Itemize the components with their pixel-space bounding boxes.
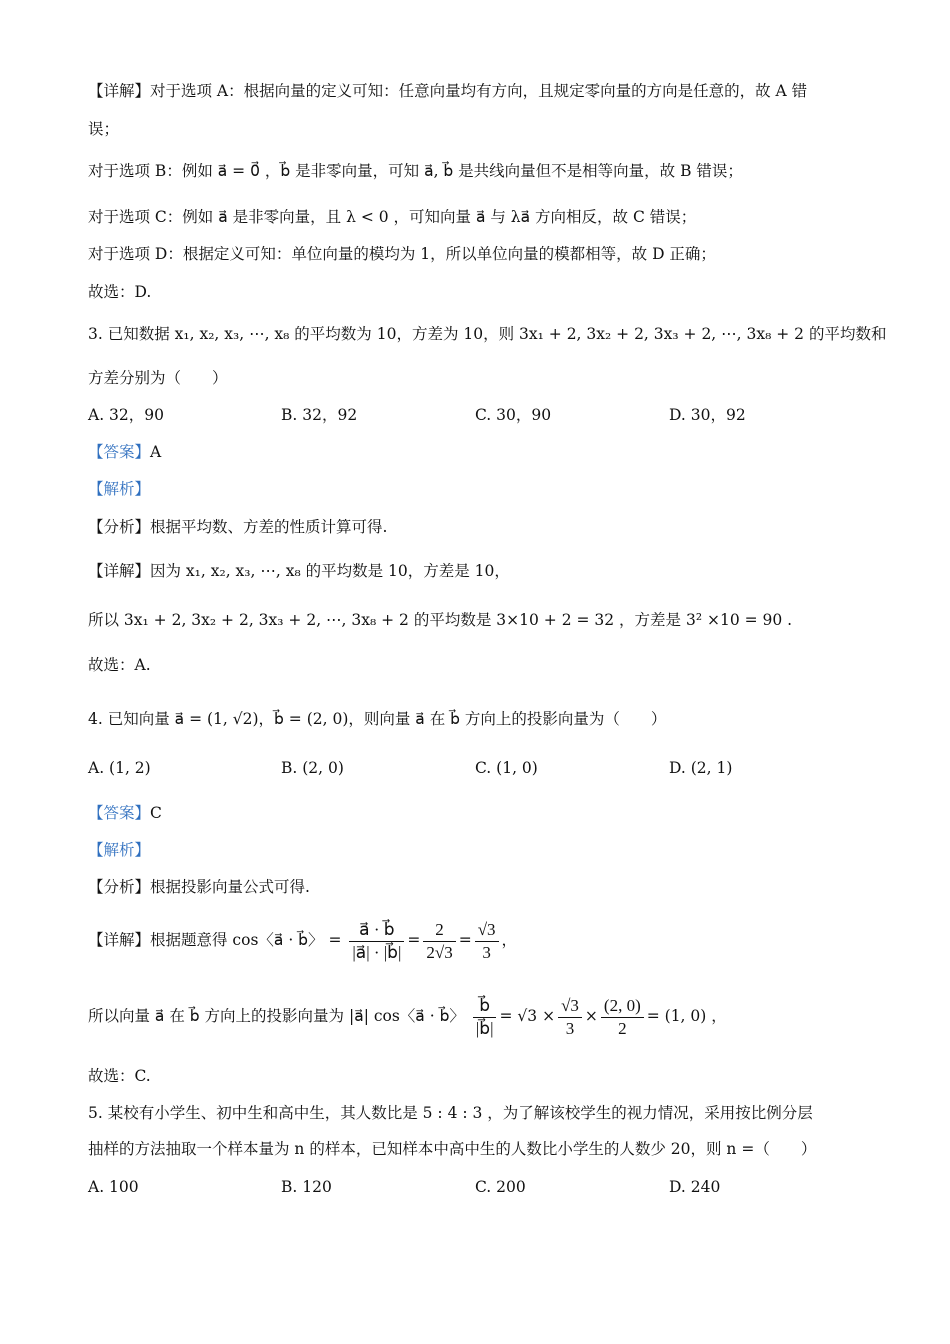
fraction-denominator: |b⃗| xyxy=(475,1018,494,1038)
fraction-denominator: 2√3 xyxy=(426,942,453,962)
q3-analysis: 【分析】根据平均数、方差的性质计算可得. xyxy=(88,518,388,536)
q3-detail-line-2: 所以 3x₁ + 2, 3x₂ + 2, 3x₃ + 2, ⋯, 3x₈ + 2 的平均数是 3×10 + 2 = 32 ，方差是 3² ×10 = 90 . xyxy=(88,611,793,629)
q5-option-b: B. 120 xyxy=(281,1178,332,1196)
q5-stem-line-1: 5. 某校有小学生、初中生和高中生，其人数比是 5 : 4 : 3 ，为了解该校学生的视力情况，采用按比例分层 xyxy=(88,1104,813,1122)
q4-conclusion: 故选：C. xyxy=(88,1067,151,1085)
q4-options xyxy=(88,755,888,781)
q3-option-d: D. 30，92 xyxy=(669,406,746,424)
q4-option-d: D. (2, 1) xyxy=(669,759,733,777)
fraction-root3-over-3 xyxy=(558,995,582,1040)
q2-detail-line-c: 对于选项 C：例如 a⃗ 是非零向量，且 λ < 0 ，可知向量 a⃗ 与 λa⃗ 方向相反，故 C 错误； xyxy=(88,208,697,226)
q2-detail-line-d: 对于选项 D：根据定义可知：单位向量的模均为 1，所以单位向量的模都相等，故 D 正确； xyxy=(88,245,716,263)
q5-option-d: D. 240 xyxy=(669,1178,721,1196)
q3-answer-line xyxy=(88,441,890,463)
q4-answer: C xyxy=(150,804,162,822)
q4-detail-2-prefix: 所以向量 a⃗ 在 b⃗ 方向上的投影向量为 |a⃗| cos〈a⃗ · b⃗〉 xyxy=(88,1007,465,1025)
q5-option-c: C. 200 xyxy=(475,1178,526,1196)
q4-detail-line-1: 【详解】根据题意得 cos〈a⃗ · b⃗〉 = $\frac{a⃗ \cdot b⃗}{|a⃗| \cdot |b⃗|}$ = $\frac{2}{2√3}$ = $\frac{√3}{3}$ ， xyxy=(88,919,518,962)
fraction-b-over-norm-b xyxy=(473,995,497,1040)
q3-detail-line-1: 【详解】因为 x₁, x₂, x₃, ⋯, x₈ 的平均数是 10，方差是 10， xyxy=(88,562,510,580)
q4-stem: 4. 已知向量 a⃗ = (1, √2)，b⃗ = (2, 0)，则向量 a⃗ 在 b⃗ 方向上的投影向量为（ ） xyxy=(88,710,667,728)
q2-detail-line-a1: 【详解】对于选项 A：根据向量的定义可知：任意向量均有方向，且规定零向量的方向是任意的，故 A 错 xyxy=(88,82,808,100)
fraction-vector-over-2 xyxy=(601,995,644,1040)
q4-detail-1-prefix: 【详解】根据题意得 cos〈a⃗ · b⃗〉 = xyxy=(88,931,342,949)
q4-detail-line-2 xyxy=(88,988,890,1044)
fraction-numerator: √3 xyxy=(558,995,582,1018)
q5-stem-line-2: 抽样的方法抽取一个样本量为 n 的样本，已知样本中高中生的人数比小学生的人数少 20，则 n =（ ） xyxy=(88,1140,817,1158)
q5-options xyxy=(88,1174,888,1200)
q4-analysis-tag: 【解析】 xyxy=(88,841,151,859)
fraction-denominator: 2 xyxy=(618,1018,627,1038)
q4-option-c: C. (1, 0) xyxy=(475,759,538,777)
q3-stem-line-1: 3. 已知数据 x₁, x₂, x₃, ⋯, x₈ 的平均数为 10，方差为 10，则 3x₁ + 2, 3x₂ + 2, 3x₃ + 2, ⋯, 3x₈ + 2 的平均数和 xyxy=(88,325,887,343)
q4-option-a: A. (1, 2) xyxy=(88,759,151,777)
q3-option-a: A. 32，90 xyxy=(88,406,164,424)
fraction-numerator: 2 xyxy=(423,919,455,942)
fraction-denominator: |a⃗| · |b⃗| xyxy=(352,942,402,962)
fraction-numerator: (2, 0) xyxy=(601,995,644,1018)
answer-tag: 【答案】 xyxy=(88,804,151,822)
q3-answer: A xyxy=(150,443,162,461)
q2-detail-line-b: 对于选项 B：例如 a⃗ = 0⃗ ，b⃗ 是非零向量，可知 a⃗, b⃗ 是共线向量但不是相等向量，故 B 错误； xyxy=(88,162,743,180)
q4-answer-line xyxy=(88,802,890,824)
q2-conclusion: 故选：D. xyxy=(88,283,152,301)
fraction-dot-over-norms xyxy=(349,919,404,964)
q4-detail-1-end: ， xyxy=(501,931,518,949)
fraction-numerator: a⃗ · b⃗ xyxy=(349,919,404,942)
q4-option-b: B. (2, 0) xyxy=(281,759,344,777)
q3-conclusion: 故选：A. xyxy=(88,656,151,674)
q3-option-b: B. 32，92 xyxy=(281,406,358,424)
q3-options xyxy=(88,402,888,428)
q5-option-a: A. 100 xyxy=(88,1178,139,1196)
answer-tag: 【答案】 xyxy=(88,443,151,461)
times-sign: × xyxy=(584,1007,598,1025)
fraction-root3-over-3 xyxy=(475,919,499,964)
q4-analysis: 【分析】根据投影向量公式可得. xyxy=(88,878,310,896)
fraction-numerator: √3 xyxy=(475,919,499,942)
fraction-denominator: 3 xyxy=(482,942,491,962)
fraction-denominator: 3 xyxy=(565,1018,575,1038)
q3-stem-line-2: 方差分别为（ ） xyxy=(88,369,228,387)
q3-option-c: C. 30，90 xyxy=(475,406,552,424)
q4-detail-2-end: = (1, 0) ， xyxy=(646,1007,727,1025)
fraction-numerator: b⃗ xyxy=(473,995,497,1018)
q4-detail-2-mid: = √3 × xyxy=(499,1007,556,1025)
fraction-2-over-2root3 xyxy=(423,919,455,964)
q2-detail-line-a2: 误； xyxy=(88,120,120,138)
q3-analysis-tag: 【解析】 xyxy=(88,480,151,498)
